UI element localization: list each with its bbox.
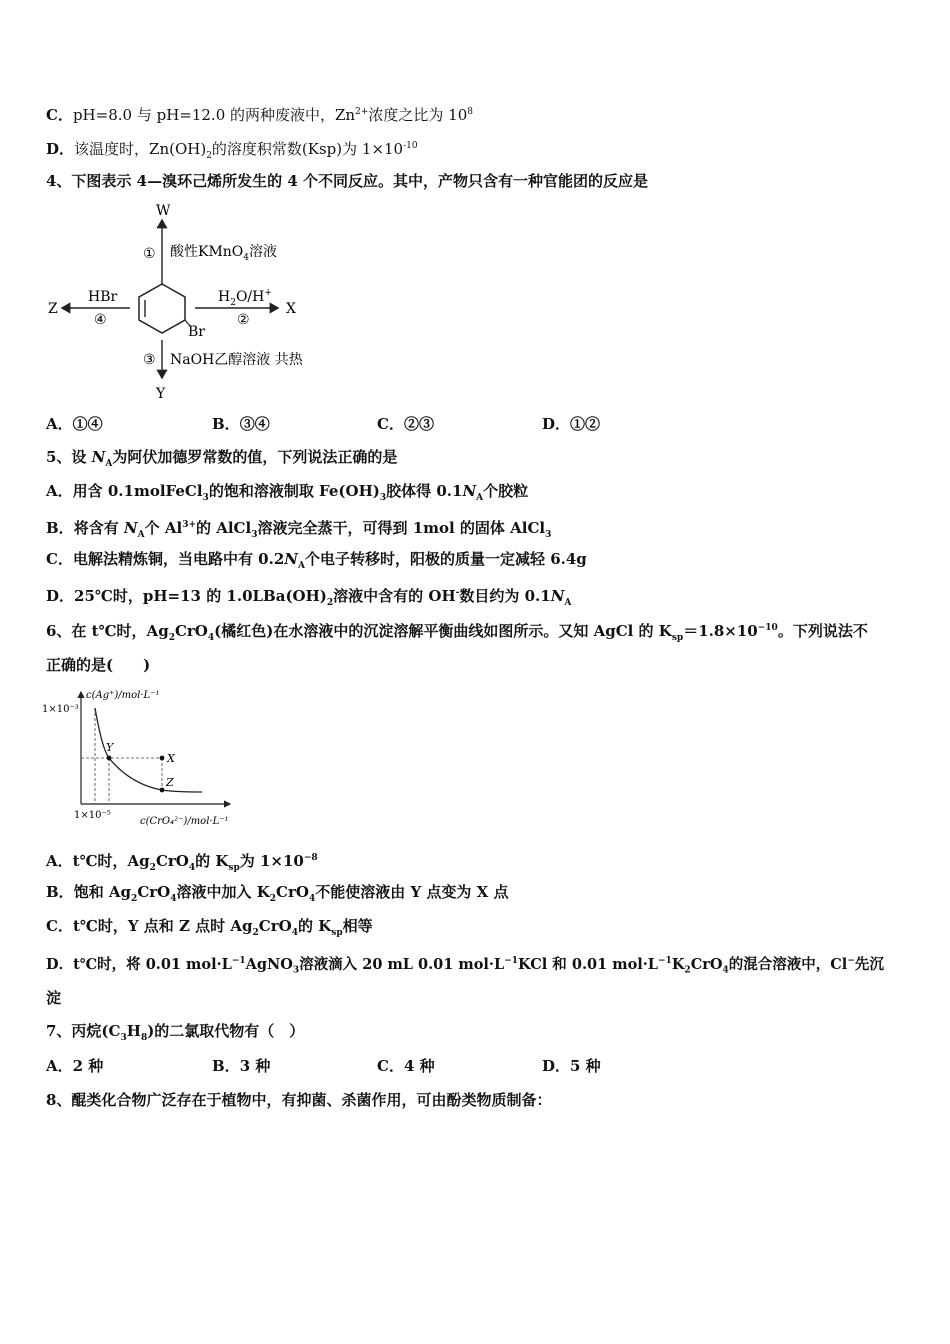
product-y: Y xyxy=(156,386,166,402)
reagent-2-num: ② xyxy=(237,312,250,328)
q3-option-c: C．pH=8.0 与 pH=12.0 的两种废液中，$Zn^{2+}$浓度之比为 $10^8$ xyxy=(46,106,473,124)
q4-stem: 4、下图表示 4—溴环己烯所发生的 4 个不同反应。其中，产物只含有一种官能团的反应是 xyxy=(46,172,648,190)
product-x: X xyxy=(286,301,296,317)
q6-option-d: D．t℃时，将 0.01 $mol\cdot L^{-1}AgNO_3$溶液滴入 20 mL 0.01 $mol\cdot L^{-1}KCl$ 和 0.01 $mol\cdot L^{-1}K_2CrO_4$的混合溶液中，Cl−先沉 xyxy=(46,955,884,976)
q5-option-b: B．将含有 $N_A$个 $Al^{3+}$的 AlCl$_3$溶液完全蒸干，可得到 1mol 的固体 AlCl$_3$ xyxy=(46,519,552,540)
reagent-4: HBr xyxy=(88,289,118,305)
point-y xyxy=(107,756,112,761)
q6-solubility-chart xyxy=(40,686,240,832)
q7-option-b: B．3 种 xyxy=(212,1057,271,1075)
y-axis-label: c(Ag⁺)/mol·L⁻¹ xyxy=(86,690,160,701)
reagent-2: $H_2O/H^+$ xyxy=(218,288,272,308)
q7-stem: 7、丙烷$(C_3H_8)$的二氯取代物有（ ） xyxy=(46,1022,305,1043)
x-axis-label: c(CrO₄²⁻)/mol·L⁻¹ xyxy=(140,816,229,827)
q4-option-c: C．②③ xyxy=(377,415,434,433)
product-w: W xyxy=(156,203,171,219)
q7-option-a: A．2 种 xyxy=(46,1057,104,1075)
q7-option-c: C．4 种 xyxy=(377,1057,435,1075)
q5-stem: 5、设 $N_A$为阿伏加德罗常数的值，下列说法正确的是 xyxy=(46,448,398,469)
cyclohexene-ring xyxy=(139,284,185,333)
reagent-3: NaOH乙醇溶液 共热 xyxy=(170,352,303,368)
q4-reaction-diagram xyxy=(40,200,340,405)
point-x-label: X xyxy=(167,752,175,765)
q6-option-d-cont: 淀 xyxy=(46,989,62,1007)
q4-option-b: B．③④ xyxy=(212,415,270,433)
y-tick-label: 1×10⁻³ xyxy=(42,704,79,715)
q4-option-d: D．①② xyxy=(542,415,601,433)
bromo-label: Br xyxy=(188,324,205,340)
reagent-4-num: ④ xyxy=(94,312,107,328)
q8-stem: 8、醌类化合物广泛存在于植物中，有抑菌、杀菌作用，可由酚类物质制备： xyxy=(46,1091,552,1109)
q6-option-c: C．t℃时，Y 点和 Z 点时 $Ag_2CrO_4$的 $K_{sp}$相等 xyxy=(46,917,373,938)
x-tick-label: 1×10⁻⁵ xyxy=(74,810,111,821)
point-z-label: Z xyxy=(166,776,174,789)
point-x xyxy=(160,756,165,761)
q5-option-a: A．用含 0.1molFeCl$_3$的饱和溶液制取 $Fe(OH)_3$胶体得 $0.1N_A$个胶粒 xyxy=(46,482,529,503)
point-y-label: Y xyxy=(106,741,114,754)
q3-option-d: D．该温度时，$Zn(OH)_2$的溶度积常数(Ksp)为 $1\times 10^{-10}$ xyxy=(46,140,418,161)
q7-option-d: D．5 种 xyxy=(542,1057,601,1075)
reagent-1-num: ① xyxy=(143,246,156,262)
point-z xyxy=(160,788,165,793)
reagent-1: 酸性KMnO$_4$溶液 xyxy=(170,244,278,263)
q6-option-b: B．饱和 $Ag_2CrO_4$溶液中加入 $K_2CrO_4$不能使溶液由 Y 点变为 X 点 xyxy=(46,883,509,904)
q6-option-a: A．t℃时，$Ag_2CrO_4$的 $K_{sp}$为 $1\times 10^{-8}$ xyxy=(46,852,318,873)
q5-option-d: D．25℃时，pH=13 的 $1.0LBa(OH)_2$溶液中含有的 OH-数目约为 $0.1N_A$ xyxy=(46,587,572,608)
q6-stem-line1: 6、在 t℃时，$Ag_2CrO_4$(橘红色)在水溶液中的沉淀溶解平衡曲线如图所示。又知 AgCl 的 $K_{sp}=1.8\times 10^{-10}$。下列说法不 xyxy=(46,622,868,643)
product-z: Z xyxy=(48,301,58,317)
q5-option-c: C．电解法精炼铜，当电路中有 $0.2N_A$个电子转移时，阳极的质量一定减轻 6.4g xyxy=(46,550,587,571)
q6-stem-line2: 正确的是( ) xyxy=(46,656,151,674)
q4-option-a: A．①④ xyxy=(46,415,103,433)
reagent-3-num: ③ xyxy=(143,352,156,368)
